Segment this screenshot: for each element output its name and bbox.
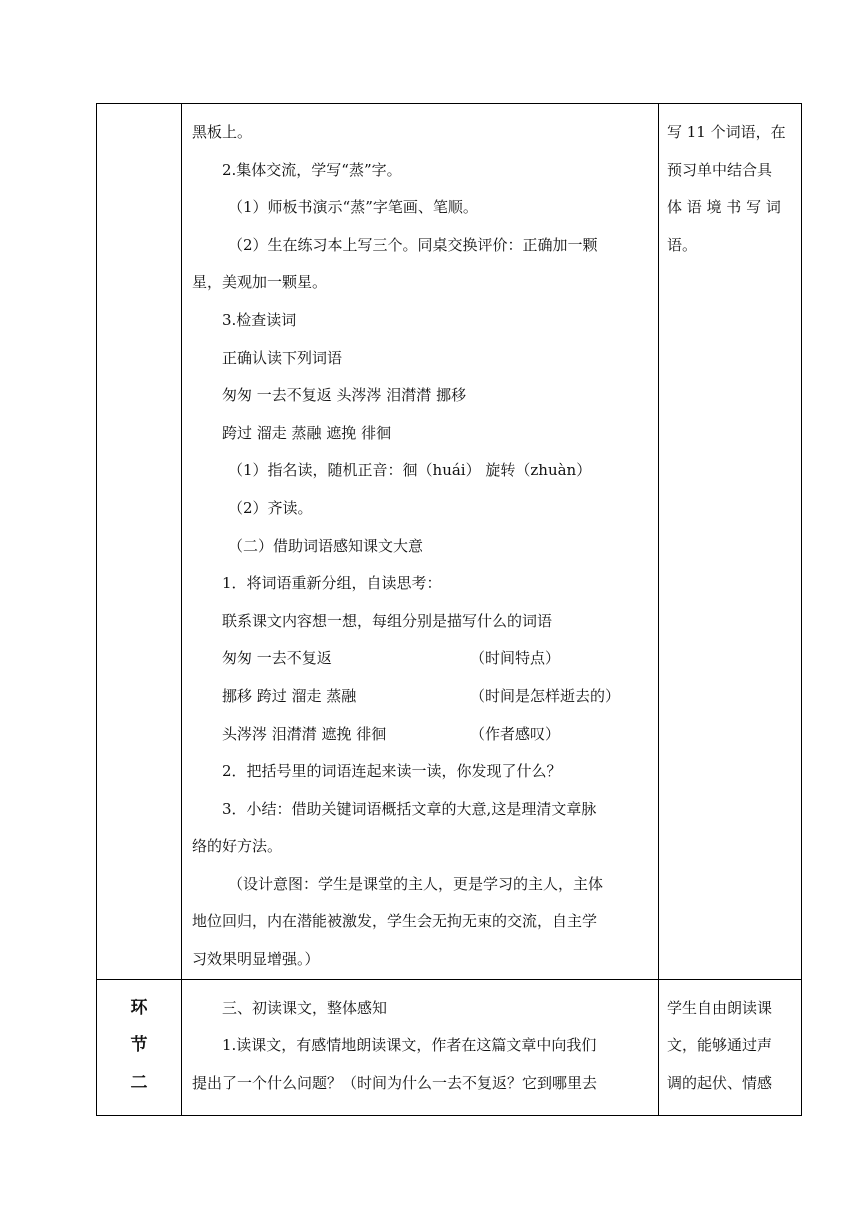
word-group-label: （时间特点） [470, 649, 561, 668]
content-line: 星，美观加一颗星。 [192, 273, 328, 292]
table-row [97, 979, 802, 1115]
section-heading: （二）借助词语感知课文大意 [228, 536, 424, 555]
content-line: 正确认读下列词语 [222, 348, 343, 367]
content-line: 3.检查读词 [222, 310, 297, 329]
content-line: 提出了一个什么问题？（时间为什么一去不复返？它到哪里去 [192, 1073, 598, 1092]
table-row [97, 104, 802, 980]
word-list-line: 匆匆 一去不复返 头涔涔 泪潸潸 挪移 [222, 386, 467, 405]
note-cell [659, 104, 802, 980]
design-intent-line: 习效果明显增强。） [192, 950, 320, 969]
content-line: 联系课文内容想一想，每组分别是描写什么的词语 [222, 611, 553, 630]
note-line: 语。 [667, 235, 698, 254]
word-group-label: （作者感叹） [470, 724, 561, 743]
design-intent-line: （设计意图：学生是课堂的主人，更是学习的主人，主体 [228, 874, 604, 893]
note-line: 学生自由朗读课 [667, 998, 773, 1017]
word-group-words: 匆匆 一去不复返 [222, 649, 332, 668]
content-cell [182, 979, 659, 1115]
section-heading: 三、初读课文，整体感知 [222, 998, 388, 1017]
stage-cell [97, 979, 182, 1115]
note-line: 写 11 个词语，在 [667, 123, 786, 141]
word-group-label: （时间是怎样逝去的） [470, 686, 621, 705]
stage-char: 二 [130, 1072, 148, 1093]
stage-char: 环 [130, 997, 148, 1018]
note-line: 预习单中结合具 [667, 160, 773, 179]
word-list-line: 跨过 溜走 蒸融 遮挽 徘徊 [222, 423, 392, 442]
content-cell [182, 104, 659, 980]
word-group-line [192, 640, 650, 678]
note-cell [659, 979, 802, 1115]
word-group-line [192, 678, 650, 716]
note-line: 文，能够通过声 [667, 1036, 773, 1055]
content-line: 2．把括号里的词语连起来读一读，你发现了什么？ [222, 762, 562, 781]
content-line: 黑板上。 [192, 123, 253, 141]
word-group-line [192, 716, 650, 754]
stage-cell-empty [97, 104, 182, 980]
lesson-plan-table [96, 103, 802, 1116]
design-intent-line: 地位回归，内在潜能被激发，学生会无拘无束的交流，自主学 [192, 912, 598, 931]
content-line: 络的好方法。 [192, 837, 283, 856]
word-group-words: 头涔涔 泪潸潸 遮挽 徘徊 [222, 724, 387, 743]
content-line: 1．将词语重新分组，自读思考： [222, 574, 442, 593]
content-line: （2）生在练习本上写三个。同桌交换评价：正确加一颗 [228, 235, 598, 254]
content-line: （1）指名读，随机正音：徊（huái） 旋转（zhuàn） [228, 461, 592, 480]
content-line: 1.读课文，有感情地朗读课文，作者在这篇文章中向我们 [222, 1036, 597, 1055]
content-line: （1）师板书演示“蒸”字笔画、笔顺。 [228, 198, 478, 217]
content-line: 2.集体交流，学写“蒸”字。 [222, 160, 402, 179]
note-line: 调的起伏、情感 [667, 1073, 773, 1092]
word-group-words: 挪移 跨过 溜走 蒸融 [222, 686, 357, 705]
content-line: 3．小结：借助关键词语概括文章的大意,这是理清文章脉 [222, 799, 597, 818]
note-line: 体 语 境 书 写 词 [667, 198, 781, 217]
stage-char: 节 [130, 1035, 148, 1056]
content-line: （2）齐读。 [228, 498, 313, 517]
